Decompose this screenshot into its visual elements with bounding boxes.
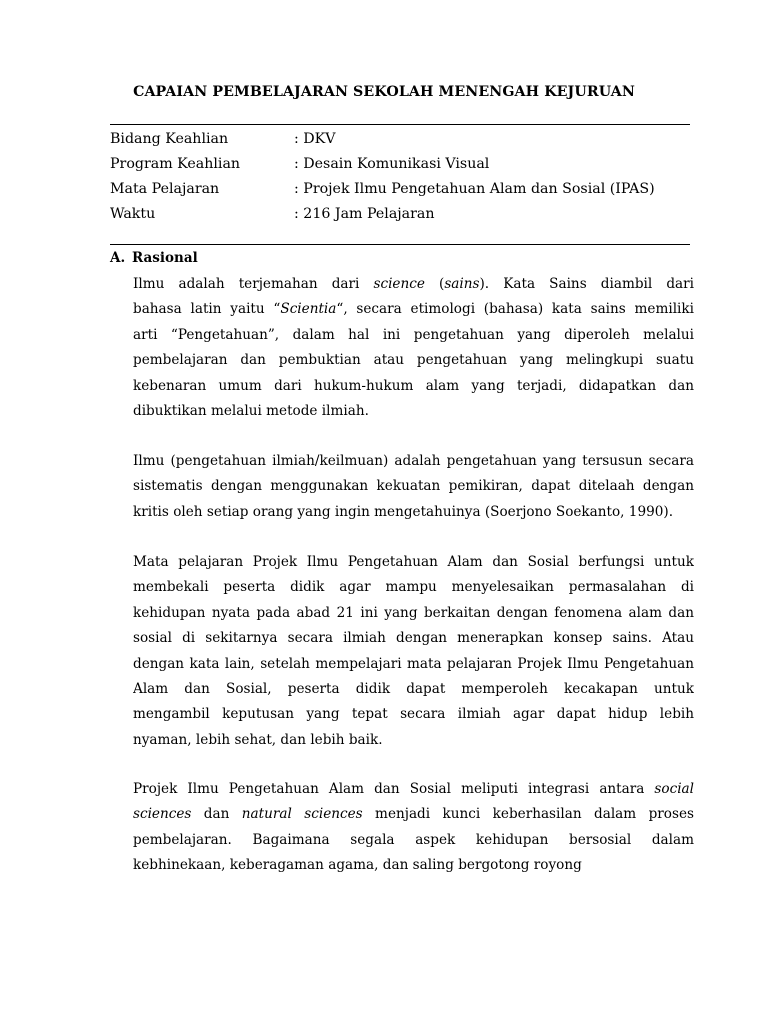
- text-run: mengambil keputusan yang tepat secara ilmiah agar dapat hidup lebih: [133, 706, 694, 723]
- text-run: Ilmu adalah terjemahan dari: [133, 276, 374, 292]
- info-row-mata-pelajaran: [110, 179, 690, 199]
- text-run: sosial di sekitarnya secara ilmiah dengan menerapkan konsep sains. Atau: [133, 630, 694, 647]
- info-row-program-keahlian: [110, 154, 690, 174]
- text-line: [133, 626, 694, 651]
- text-line: [133, 652, 694, 677]
- text-line: [133, 500, 694, 525]
- info-row-waktu: [110, 204, 690, 224]
- section-heading: [110, 250, 198, 266]
- text-run: Ilmu (pengetahuan ilmiah/keilmuan) adalah pengetahuan yang tersusun secara: [133, 453, 694, 469]
- text-run: Projek Ilmu Pengetahuan Alam dan Sosial meliputi integrasi antara: [133, 781, 655, 797]
- italic-term: science: [373, 276, 425, 292]
- paragraph-3: [133, 550, 694, 753]
- text-line: [133, 323, 694, 348]
- paragraph-4: [133, 777, 694, 879]
- info-value: : Desain Komunikasi Visual: [294, 156, 490, 172]
- text-run: kritis oleh setiap orang yang ingin mengetahuinya (Soerjono Soekanto, 1990).: [133, 503, 674, 520]
- text-line: [133, 702, 694, 727]
- italic-term: sciences: [133, 806, 192, 823]
- text-line: [133, 601, 694, 626]
- text-line: [133, 272, 694, 297]
- text-line: [133, 474, 694, 499]
- info-label: Bidang Keahlian: [110, 131, 229, 147]
- text-run: bahasa latin yaitu “: [133, 301, 281, 318]
- text-line: [133, 853, 694, 878]
- text-line: [133, 575, 694, 600]
- info-value: : 216 Jam Pelajaran: [294, 206, 435, 222]
- text-line: [133, 777, 694, 802]
- info-value: : DKV: [294, 131, 336, 147]
- paragraph-1: [133, 272, 694, 424]
- text-run: (: [424, 276, 445, 292]
- text-run: “, secara etimologi (bahasa) kata sains memiliki: [336, 301, 694, 318]
- text-line: [133, 449, 694, 474]
- text-line: [133, 399, 694, 424]
- text-run: arti “Pengetahuan”, dalam hal ini pengetahuan yang diperoleh melalui: [133, 326, 694, 343]
- text-run: ). Kata Sains diambil dari: [479, 276, 694, 292]
- italic-term: social: [654, 781, 694, 797]
- text-run: dibuktikan melalui metode ilmiah.: [133, 402, 369, 419]
- top-divider: [110, 124, 690, 125]
- document-title: CAPAIAN PEMBELAJARAN SEKOLAH MENENGAH KEJURUAN: [133, 84, 635, 100]
- section-number: A.: [110, 250, 126, 266]
- info-label: Mata Pelajaran: [110, 181, 220, 197]
- info-row-bidang-keahlian: [110, 129, 690, 149]
- text-run: nyaman, lebih sehat, dan lebih baik.: [133, 731, 383, 748]
- section-divider: [110, 244, 690, 245]
- text-run: kebhinekaan, keberagaman agama, dan saling bergotong royong: [133, 857, 582, 874]
- info-label: Waktu: [110, 206, 156, 222]
- text-run: kehidupan nyata pada abad 21 ini yang berkaitan dengan fenomena alam dan: [133, 604, 694, 621]
- italic-term: sains: [444, 276, 480, 292]
- text-run: dan: [191, 806, 242, 823]
- text-line: [133, 677, 694, 702]
- text-line: [133, 297, 694, 322]
- section-title: Rasional: [132, 250, 198, 266]
- italic-term: Scientia: [280, 301, 337, 318]
- text-line: [133, 550, 694, 575]
- text-run: sistematis dengan menggunakan kekuatan pemikiran, dapat ditelaah dengan: [133, 478, 694, 495]
- info-label: Program Keahlian: [110, 156, 241, 172]
- text-line: [133, 828, 694, 853]
- text-run: pembelajaran dan pembuktian atau pengetahuan yang melingkupi suatu: [133, 352, 694, 369]
- text-run: menjadi kunci keberhasilan dalam proses: [362, 806, 694, 823]
- text-line: [133, 728, 694, 753]
- text-line: [133, 374, 694, 399]
- text-run: kebenaran umum dari hukum-hukum alam yang terjadi, didapatkan dan: [133, 377, 694, 394]
- paragraph-2: [133, 449, 694, 525]
- text-run: dengan kata lain, setelah mempelajari mata pelajaran Projek Ilmu Pengetahuan: [133, 655, 694, 672]
- text-run: Mata pelajaran Projek Ilmu Pengetahuan Alam dan Sosial berfungsi untuk: [133, 554, 694, 570]
- italic-term: natural sciences: [241, 806, 363, 823]
- text-run: pembelajaran. Bagaimana segala aspek kehidupan bersosial dalam: [133, 831, 694, 848]
- info-value: : Projek Ilmu Pengetahuan Alam dan Sosial (IPAS): [294, 181, 655, 197]
- text-line: [133, 802, 694, 827]
- text-run: Alam dan Sosial, peserta didik dapat memperoleh kecakapan untuk: [133, 680, 694, 697]
- text-run: membekali peserta didik agar mampu menyelesaikan permasalahan di: [133, 579, 694, 596]
- text-line: [133, 348, 694, 373]
